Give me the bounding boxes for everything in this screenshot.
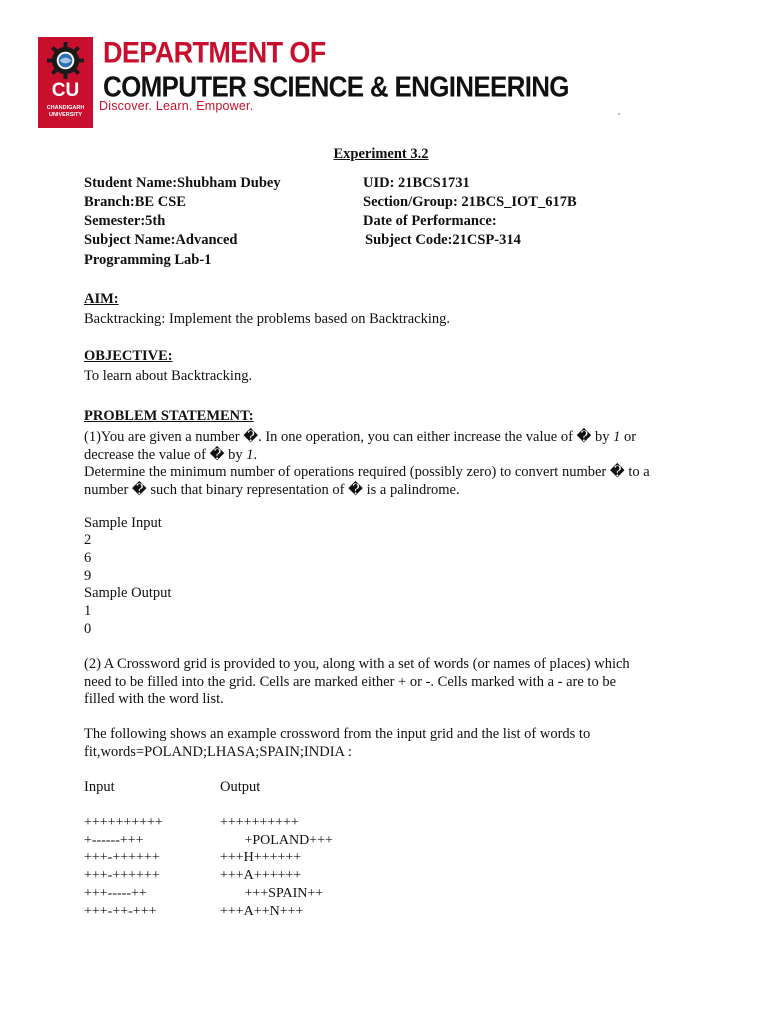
problem2-line1: (2) A Crossword grid is provided to you, along with a set of words (or names of places) which (84, 656, 630, 672)
subject-name-line1: Subject Name:Advanced (84, 232, 238, 248)
objective-text: To learn about Backtracking. (84, 368, 253, 384)
problem2-line5: fit,words=POLAND;LHASA;SPAIN;INDIA : (84, 744, 352, 760)
semester: Semester:5th (84, 213, 166, 229)
sample-input-value: 9 (84, 568, 92, 584)
problem2-line2: need to be filled into the grid. Cells are marked either + or -. Cells marked with a - are to be (84, 674, 617, 690)
input-grid-row: +++-++-+++ (84, 904, 157, 919)
problem1-line1-tail: or (620, 429, 637, 445)
sample-output-label: Sample Output (84, 585, 172, 601)
sample-input-value: 6 (84, 550, 92, 566)
tagline: Discover. Learn. Empower. (99, 99, 254, 113)
department-title-line2: COMPUTER SCIENCE & ENGINEERING (103, 70, 569, 103)
input-grid-row: +------+++ (84, 833, 144, 848)
subject-name-line2: Programming Lab-1 (84, 252, 212, 268)
input-grid-row: +++-++++++ (84, 868, 160, 883)
aim-heading: AIM: (84, 291, 119, 307)
student-name: Student Name:Shubham Dubey (84, 175, 281, 191)
problem1-line1-text: (1)You are given a number �. In one operation, you can either increase the value of � by (84, 429, 614, 445)
input-grid-row: ++++++++++ (84, 815, 163, 830)
output-grid-row: +++H++++++ (220, 850, 302, 865)
date-of-performance: Date of Performance: (363, 213, 497, 229)
sample-output-value: 1 (84, 603, 92, 619)
output-grid-row: +++A++++++ (220, 868, 302, 883)
input-grid-row: +++-++++++ (84, 850, 160, 865)
uid: UID: 21BCS1731 (363, 175, 470, 191)
logo-cu-text: CU (51, 80, 80, 101)
output-grid-row: +++SPAIN++ (220, 886, 324, 901)
problem-heading: PROBLEM STATEMENT: (84, 408, 254, 424)
problem1-line3: Determine the minimum number of operations required (possibly zero) to convert number � to a (84, 464, 650, 480)
department-title-line1: DEPARTMENT OF (103, 36, 326, 69)
logo-subtext (38, 105, 93, 118)
problem1-line2-italic: 1 (246, 447, 254, 463)
logo-subtext-line1: CHANDIGARH (46, 105, 85, 111)
gear-emblem-icon (46, 41, 85, 80)
decorative-dot (618, 113, 620, 115)
sample-input-label: Sample Input (84, 515, 162, 531)
sample-input-value: 2 (84, 532, 92, 548)
output-grid-row: +++A++N+++ (220, 904, 304, 919)
problem2-line3: filled with the word list. (84, 691, 224, 707)
section-group: Section/Group: 21BCS_IOT_617B (363, 194, 577, 210)
problem2-line4: The following shows an example crossword from the input grid and the list of words to (84, 726, 591, 742)
problem1-line1-italic: 1 (613, 429, 621, 445)
subject-code: Subject Code:21CSP-314 (365, 232, 521, 248)
logo-subtext-line2: UNIVERSITY (48, 111, 82, 118)
problem1-line4: number � such that binary representation of � is a palindrome. (84, 482, 460, 498)
sample-output-value: 0 (84, 621, 92, 637)
branch: Branch:BE CSE (84, 194, 186, 210)
aim-text: Backtracking: Implement the problems based on Backtracking. (84, 311, 451, 327)
problem1-line2-tail: . (253, 447, 258, 463)
objective-heading: OBJECTIVE: (84, 348, 173, 364)
problem1-line2-text: decrease the value of � by (84, 447, 247, 463)
problem1-line1 (84, 428, 636, 446)
output-grid-label: Output (220, 779, 261, 795)
university-logo (38, 37, 93, 128)
input-grid-row: +++-----++ (84, 886, 147, 901)
problem1-line2 (84, 446, 257, 464)
output-grid-row: ++++++++++ (220, 815, 299, 830)
output-grid-row: +POLAND+++ (220, 833, 333, 848)
experiment-title: Experiment 3.2 (333, 146, 429, 162)
input-grid-label: Input (84, 779, 115, 795)
